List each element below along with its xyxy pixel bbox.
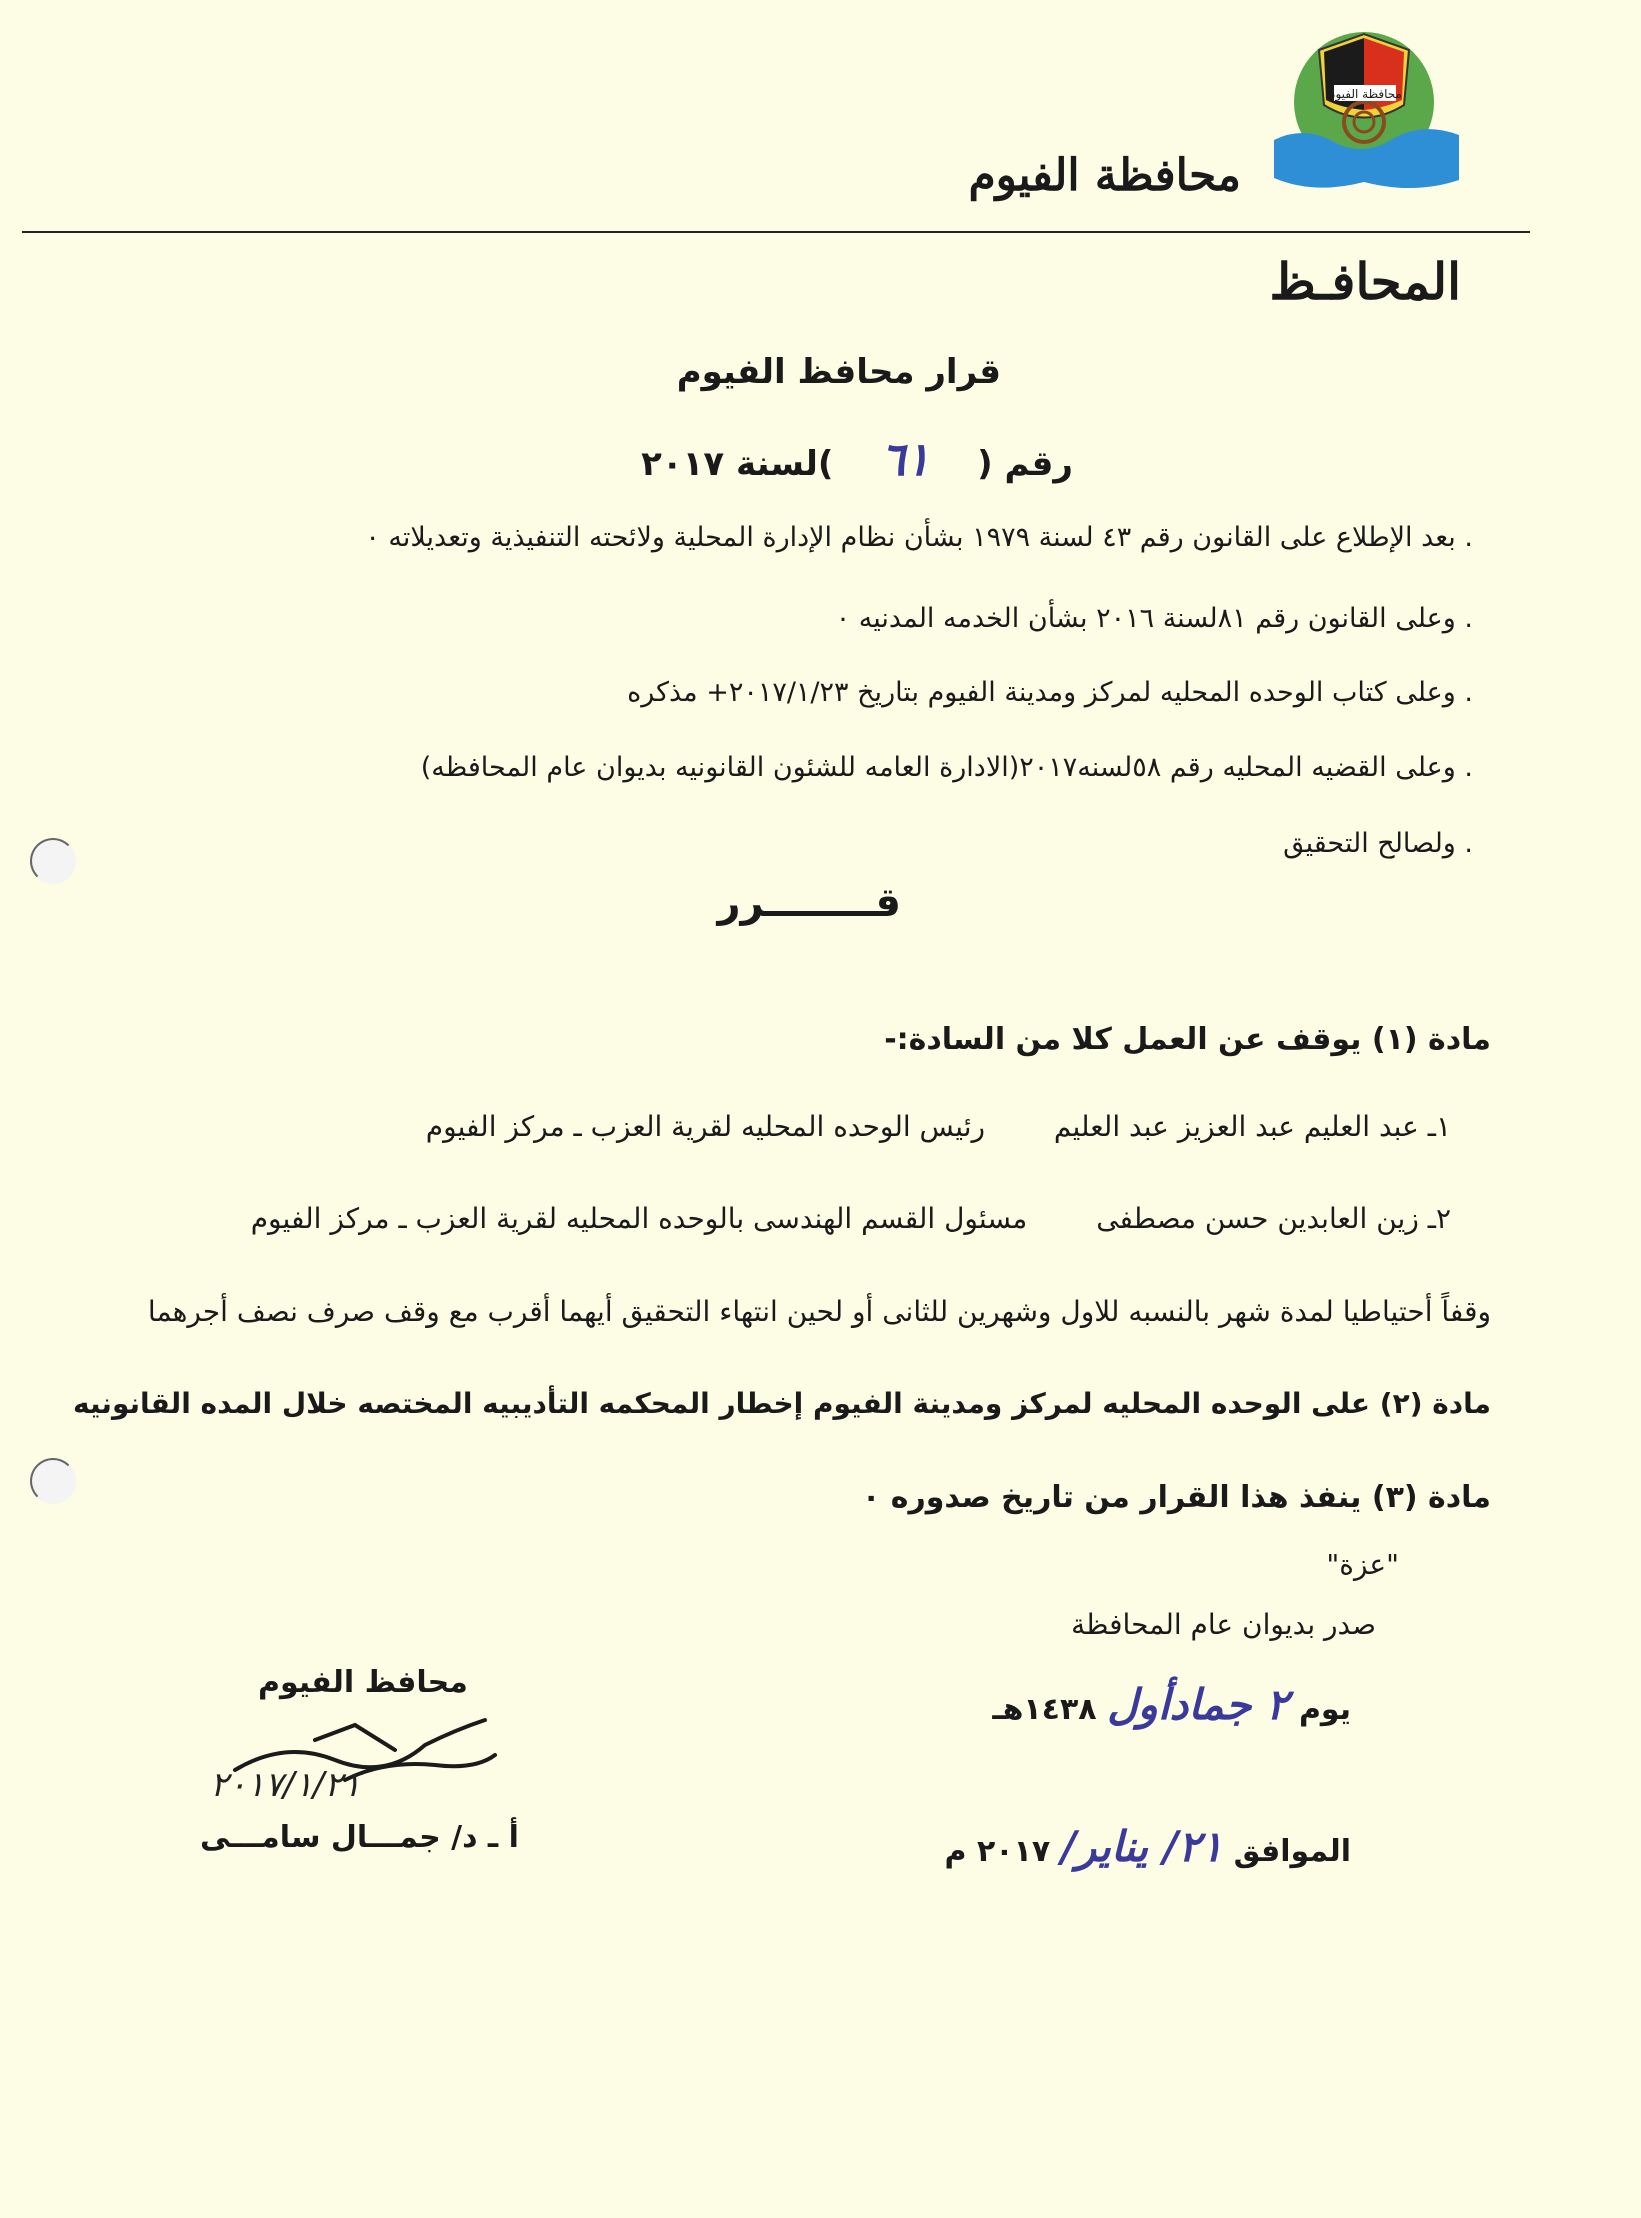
greg-prefix: الموافق	[1233, 1834, 1351, 1869]
person-name: ٢ـ زين العابدين حسن مصطفى	[1096, 1202, 1451, 1235]
governor-heading: المحافـظ	[1269, 252, 1461, 311]
signatory-name: أ ـ د/ جمـــال سامـــى	[200, 1820, 519, 1855]
hijri-year: ١٤٣٨هـ	[992, 1692, 1097, 1727]
preamble-clause: . وعلى القانون رقم ٨١لسنة ٢٠١٦ بشأن الخدمه المدنيه ٠	[835, 603, 1473, 634]
hijri-handwritten: ٢ جمادأول	[1107, 1680, 1289, 1729]
article-2: مادة (٢) على الوحده المحليه لمركز ومدينة الفيوم إخطار المحكمه التأديبيه المختصه خلال المده القانونيه	[73, 1387, 1491, 1420]
hijri-prefix: يوم	[1298, 1692, 1351, 1727]
decree-title: قرار محافظ الفيوم	[676, 352, 1001, 392]
svg-text:محافظة الفيوم: محافظة الفيوم	[1328, 87, 1402, 101]
preamble-clause: . ولصالح التحقيق	[1283, 828, 1473, 859]
hijri-date	[992, 1680, 1351, 1729]
decree-number-prefix: رقم (	[977, 444, 1073, 484]
person-row	[251, 1202, 1451, 1235]
signature-handwritten-date: ٢٠١٧/١/٢١	[210, 1765, 361, 1805]
signature-title: محافظ الفيوم	[258, 1665, 468, 1700]
article-1: مادة (١) يوقف عن العمل كلا من السادة:-	[884, 1022, 1491, 1057]
article-3: مادة (٣) ينفذ هذا القرار من تاريخ صدوره ٠	[862, 1480, 1491, 1515]
izza-note: "عزة"	[1326, 1548, 1399, 1581]
preamble-clause: . وعلى القضيه المحليه رقم ٥٨لسنه٢٠١٧(الادارة العامه للشئون القانونيه بديوان عام المحافظه)	[420, 752, 1473, 783]
person-role: رئيس الوحده المحليه لقرية العزب ـ مركز الفيوم	[425, 1110, 986, 1143]
preamble-clause: . بعد الإطلاع على القانون رقم ٤٣ لسنة ١٩٧٩ بشأن نظام الإدارة المحلية ولائحته التنفيذية وتعديلاته ٠	[365, 522, 1473, 553]
gregorian-date	[945, 1822, 1351, 1871]
governorate-name: محافظة الفيوم	[968, 150, 1241, 201]
decree-year: )لسنة ٢٠١٧	[641, 444, 834, 484]
person-row	[426, 1110, 1451, 1143]
preamble-clause: . وعلى كتاب الوحده المحليه لمركز ومدينة الفيوم بتاريخ ٢٠١٧/١/٢٣+ مذكره	[627, 677, 1473, 708]
greg-year: ٢٠١٧ م	[944, 1834, 1051, 1869]
punch-hole	[30, 1458, 76, 1504]
person-role: مسئول القسم الهندسى بالوحده المحليه لقرية العزب ـ مركز الفيوم	[250, 1202, 1028, 1235]
decree-number-handwritten: ٦١	[880, 432, 930, 486]
decree-number-line	[641, 432, 1073, 486]
fayoum-governorate-logo	[1264, 30, 1464, 195]
decided-heading: قــــــــرر	[717, 880, 901, 926]
issued-at: صدر بديوان عام المحافظة	[1071, 1608, 1376, 1641]
suspension-text: وقفاً أحتياطيا لمدة شهر بالنسبه للاول وشهرين للثانى أو لحين انتهاء التحقيق أيهما أقرب مع وقف صرف نصف أجرهما	[147, 1295, 1491, 1328]
person-name: ١ـ عبد العليم عبد العزيز عبد العليم	[1053, 1110, 1451, 1143]
greg-handwritten: ٢١/ يناير/	[1060, 1822, 1224, 1871]
punch-hole	[30, 838, 76, 884]
header-divider	[22, 231, 1530, 233]
